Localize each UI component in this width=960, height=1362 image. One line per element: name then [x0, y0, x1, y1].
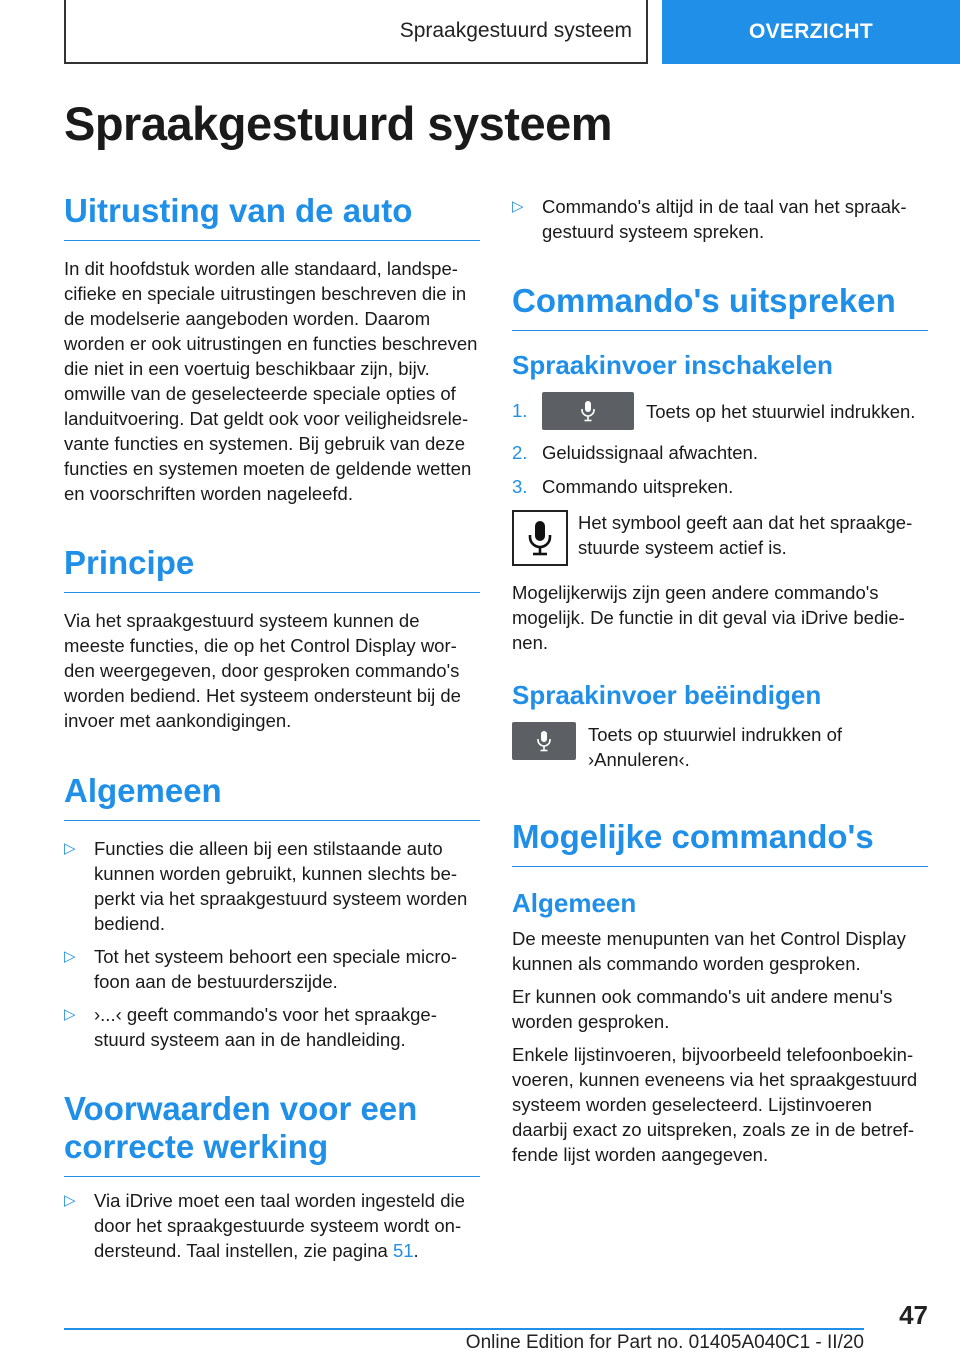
heading-mogelijke-commandos: Mogelijke commando's — [512, 818, 928, 867]
bullet-text: ›...‹ geeft commando's voor het spraakgestuurd systeem aan in de handleiding. — [94, 1004, 437, 1050]
paragraph-menupunten: De meeste menupunten van het Control Display kunnen als commando worden gesproken. — [512, 928, 906, 974]
microphone-icon — [536, 730, 552, 752]
step-2 — [512, 440, 928, 465]
microphone-icon — [527, 519, 553, 557]
header-section-label — [64, 0, 648, 64]
bullet-text: Commando's altijd in de taal van het spraakgestuurd systeem spreken. — [542, 196, 907, 242]
bullet-triangle-icon: ▷ — [512, 198, 524, 215]
heading-spraakinvoer-beeindigen: Spraakinvoer beëindigen — [512, 680, 822, 710]
step-text: Toets op het stuurwiel indrukken. — [646, 400, 916, 422]
bullet-text: Tot het systeem behoort een speciale microfoon aan de bestuurderszijde. — [94, 946, 457, 992]
step-1 — [512, 392, 928, 430]
heading-algemeen: Algemeen — [64, 772, 480, 821]
list-item — [64, 1188, 480, 1263]
step-3 — [512, 474, 928, 499]
end-note: Toets op stuurwiel indrukken of ›Annuleren‹. — [588, 724, 842, 770]
step-number: 1. — [512, 400, 528, 421]
list-item — [64, 836, 480, 936]
heading-voorwaarden: Voorwaarden voor een correcte werking — [64, 1090, 480, 1177]
page-number: 47 — [899, 1300, 928, 1330]
voice-button-icon — [512, 722, 576, 760]
microphone-icon — [580, 400, 596, 422]
voice-active-symbol — [512, 510, 568, 566]
bullet-text — [94, 1188, 480, 1263]
bullet-triangle-icon: ▷ — [64, 1192, 76, 1209]
bullet-triangle-icon: ▷ — [64, 948, 76, 965]
step-number: 2. — [512, 441, 528, 463]
header-tab-overview[interactable] — [662, 0, 960, 64]
list-item — [512, 194, 928, 244]
voice-button-icon — [542, 392, 634, 430]
heading-algemeen-2: Algemeen — [512, 888, 637, 918]
heading-commandos-uitspreken: Commando's uitspreken — [512, 282, 928, 331]
bullet-text-main: Via iDrive moet een taal worden ingesteld die door het spraakgestuurde systeem wordt ondersteund. Taal instellen, zie pagina — [94, 1190, 465, 1261]
bullet-triangle-icon: ▷ — [64, 1006, 76, 1023]
step-text: Commando uitspreken. — [542, 476, 734, 497]
heading-uitrusting: Uitrusting van de auto — [64, 192, 480, 241]
heading-spraakinvoer-inschakelen: Spraakinvoer inschakelen — [512, 350, 833, 380]
heading-principe: Principe — [64, 544, 480, 593]
list-item — [64, 944, 480, 994]
paragraph-lijstinvoeren: Enkele lijstinvoeren, bijvoorbeeld telefoonboekinvoeren, kunnen eveneens via het spraakgestuurd systeem worden geselecteerd. Lijstinvoeren daarbij exact zo uitspreken, zoals ze in de betreffende lijst worden aangegeven. — [512, 1044, 918, 1165]
page-title: Spraakgestuurd systeem — [64, 97, 613, 150]
bullet-text: Functies die alleen bij een stilstaande auto kunnen worden gebruikt, kunnen slechts beperkt via het spraakgestuurd systeem worden bediend. — [94, 838, 468, 934]
page-link-51[interactable]: 51 — [392, 1240, 414, 1261]
paragraph-principe: Via het spraakgestuurd systeem kunnen de meeste functies, die op het Control Display worden weergegeven, door gesproken commando's worden bediend. Het systeem ondersteunt bij de invoer met aankondigingen. — [64, 610, 461, 731]
paragraph-andere-menus: Er kunnen ook commando's uit andere menu's worden gesproken. — [512, 986, 893, 1032]
header-tab-text: OVERZICHT — [748, 20, 874, 43]
paragraph-mogelijkerwijs: Mogelijkerwijs zijn geen andere commando's mogelijk. De functie in dit geval via iDrive bedienen. — [512, 582, 905, 653]
bullet-text-end: . — [413, 1240, 419, 1261]
step-number: 3. — [512, 475, 528, 497]
header-section-text: Spraakgestuurd systeem — [399, 19, 632, 42]
paragraph-uitrusting: In dit hoofdstuk worden alle standaard, landspecifieke en speciale uitrustingen beschreven die in de modelserie aangeboden worden. Daarom worden er ook uitrustingen en functies beschreven die niet in een voertuig beschikbaar zijn, bijv. omwille van de geselecteerde speciale opties of landuitvoering. Dat geldt ook voor veiligheidsrelevante functies en systemen. Bij gebruik van deze functies en systemen moeten de geldende wetten en voorschriften worden nageleefd. — [64, 258, 478, 504]
step-text: Geluidssignaal afwachten. — [542, 442, 758, 463]
symbol-note: Het symbool geeft aan dat het spraakgestuurde systeem actief is. — [578, 512, 913, 558]
footer-divider — [64, 1328, 864, 1330]
list-item — [64, 1002, 480, 1052]
footer-edition: Online Edition for Part no. 01405A040C1 - II/20 — [465, 1332, 864, 1353]
bullet-triangle-icon: ▷ — [64, 840, 76, 857]
